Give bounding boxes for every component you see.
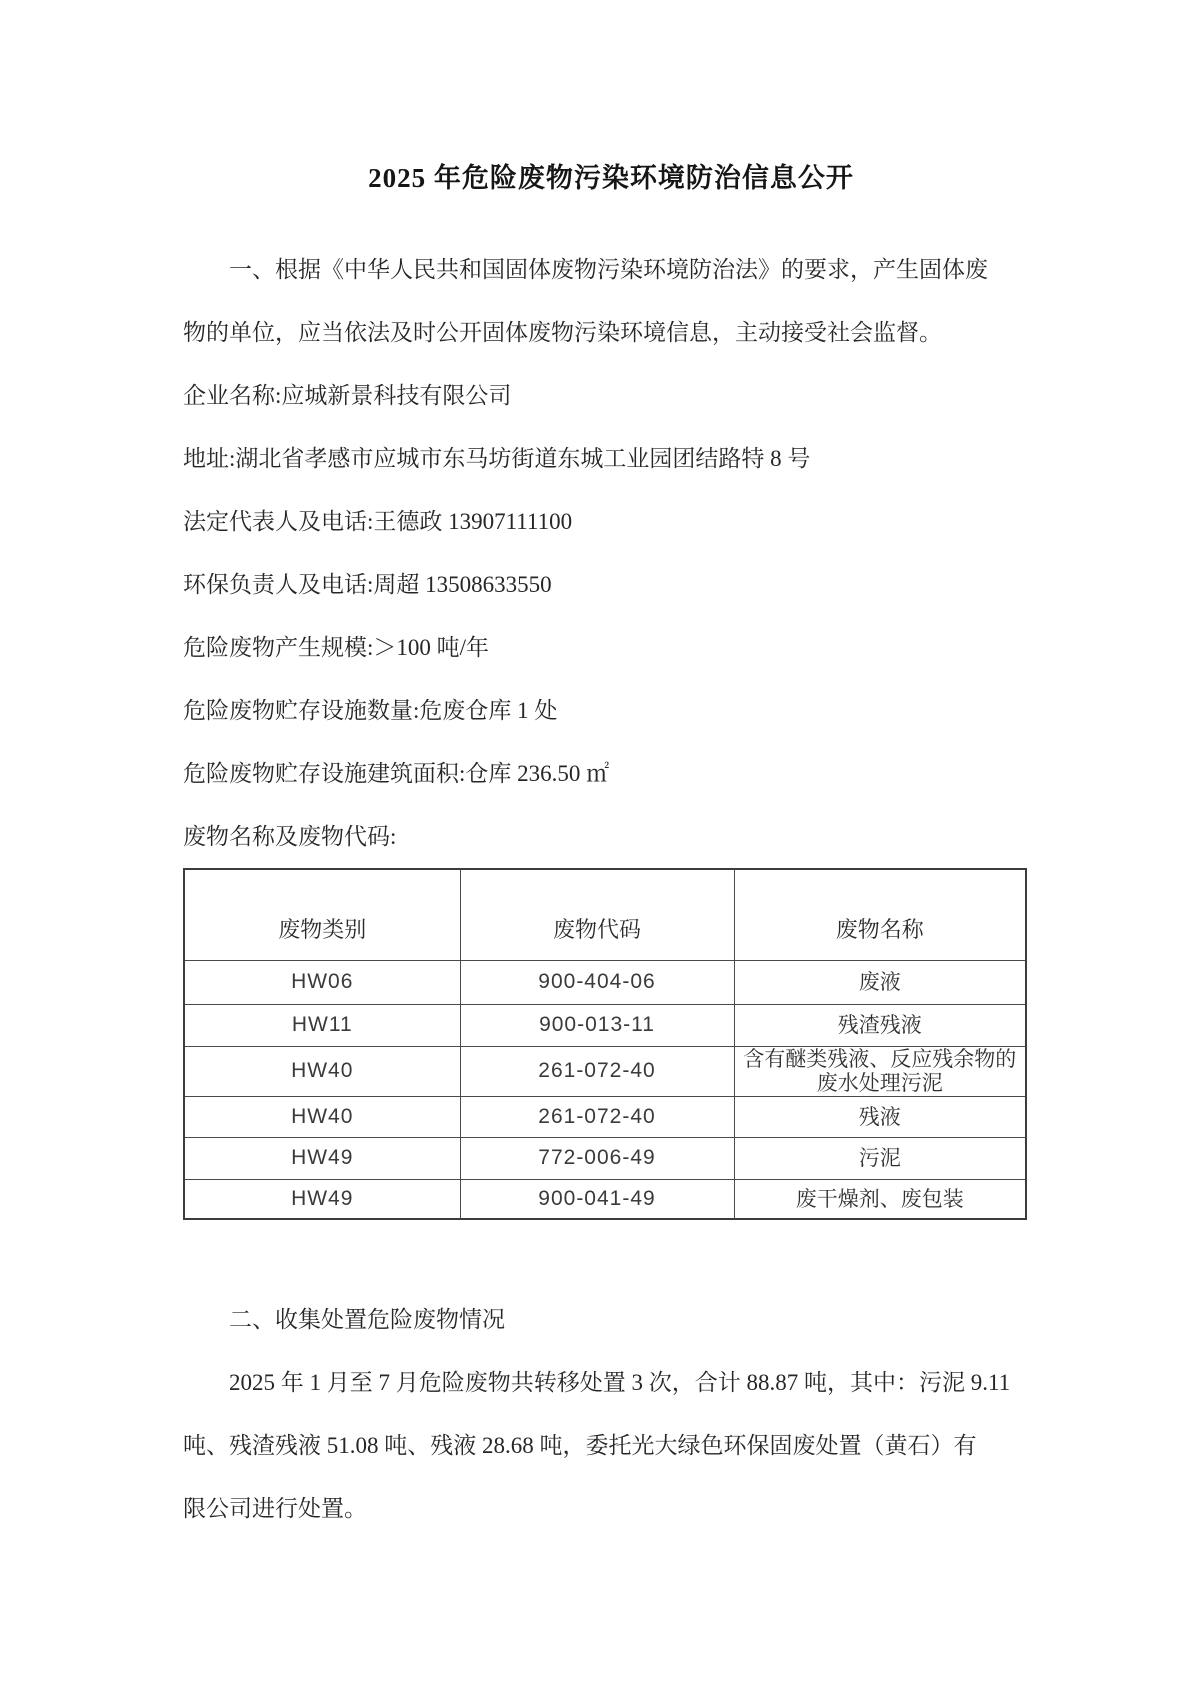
table-row: [184, 1179, 1026, 1219]
body-line: 2025 年 1 月至 7 月危险废物共转移处置 3 次，合计 88.87 吨，其中：污泥 9.11: [229, 1370, 1011, 1395]
table-row: [184, 960, 1026, 1004]
intro-line: 物的单位，应当依法及时公开固体废物污染环境信息，主动接受社会监督。: [183, 320, 942, 345]
field-company-name: 企业名称:应城新景科技有限公司: [183, 383, 512, 408]
field-storage-facility-count: 危险废物贮存设施数量:危废仓库 1 处: [183, 698, 558, 723]
intro-line: 一、根据《中华人民共和国固体废物污染环境防治法》的要求，产生固体废: [229, 257, 988, 282]
table-row: [184, 1004, 1026, 1046]
cell-code: 261-072-40: [460, 1096, 734, 1137]
cell-name: 含有醚类残液、反应残余物的废水处理污泥: [734, 1046, 1026, 1096]
cell-code: 900-041-49: [460, 1179, 734, 1219]
section-2: [183, 1288, 1049, 1540]
body-line: 吨、残渣残液 51.08 吨、残液 28.68 吨，委托光大绿色环保固废处置（黄石）有: [183, 1433, 977, 1458]
header-waste-category: 废物类别: [184, 869, 460, 960]
cell-code: 900-404-06: [460, 960, 734, 1004]
cell-name: 废液: [734, 960, 1026, 1004]
cell-category: HW06: [184, 960, 460, 1004]
cell-category: HW40: [184, 1046, 460, 1096]
field-address: 地址:湖北省孝感市应城市东马坊街道东城工业园团结路特 8 号: [183, 446, 811, 471]
cell-code: 900-013-11: [460, 1004, 734, 1046]
cell-code: 261-072-40: [460, 1046, 734, 1096]
cell-name: 污泥: [734, 1137, 1026, 1179]
field-waste-generation-scale: 危险废物产生规模:＞100 吨/年: [183, 635, 490, 660]
cell-code: 772-006-49: [460, 1137, 734, 1179]
table-header-row: [184, 869, 1026, 960]
cell-name: 残液: [734, 1096, 1026, 1137]
field-waste-codes-label: 废物名称及废物代码:: [183, 824, 397, 849]
cell-name: 废干燥剂、废包装: [734, 1179, 1026, 1219]
field-storage-facility-area: 危险废物贮存设施建筑面积:仓库 236.50 ㎡: [183, 761, 610, 786]
header-waste-name: 废物名称: [734, 869, 1026, 960]
field-environmental-officer-phone: 环保负责人及电话:周超 13508633550: [183, 572, 552, 597]
table-row: [184, 1137, 1026, 1179]
cell-category: HW49: [184, 1137, 460, 1179]
header-waste-code: 废物代码: [460, 869, 734, 960]
cell-name: 残渣残液: [734, 1004, 1026, 1046]
table-row: [184, 1096, 1026, 1137]
section-heading: 二、收集处置危险废物情况: [229, 1307, 505, 1332]
table-row: [184, 1046, 1026, 1096]
cell-category: HW49: [184, 1179, 460, 1219]
field-legal-representative-phone: 法定代表人及电话:王德政 13907111100: [183, 509, 573, 534]
body-line: 限公司进行处置。: [183, 1496, 367, 1521]
waste-table: [183, 868, 1027, 1220]
section-1: [183, 198, 1049, 868]
cell-category: HW11: [184, 1004, 460, 1046]
cell-category: HW40: [184, 1096, 460, 1137]
page-title: 2025 年危险废物污染环境防治信息公开: [368, 163, 854, 193]
